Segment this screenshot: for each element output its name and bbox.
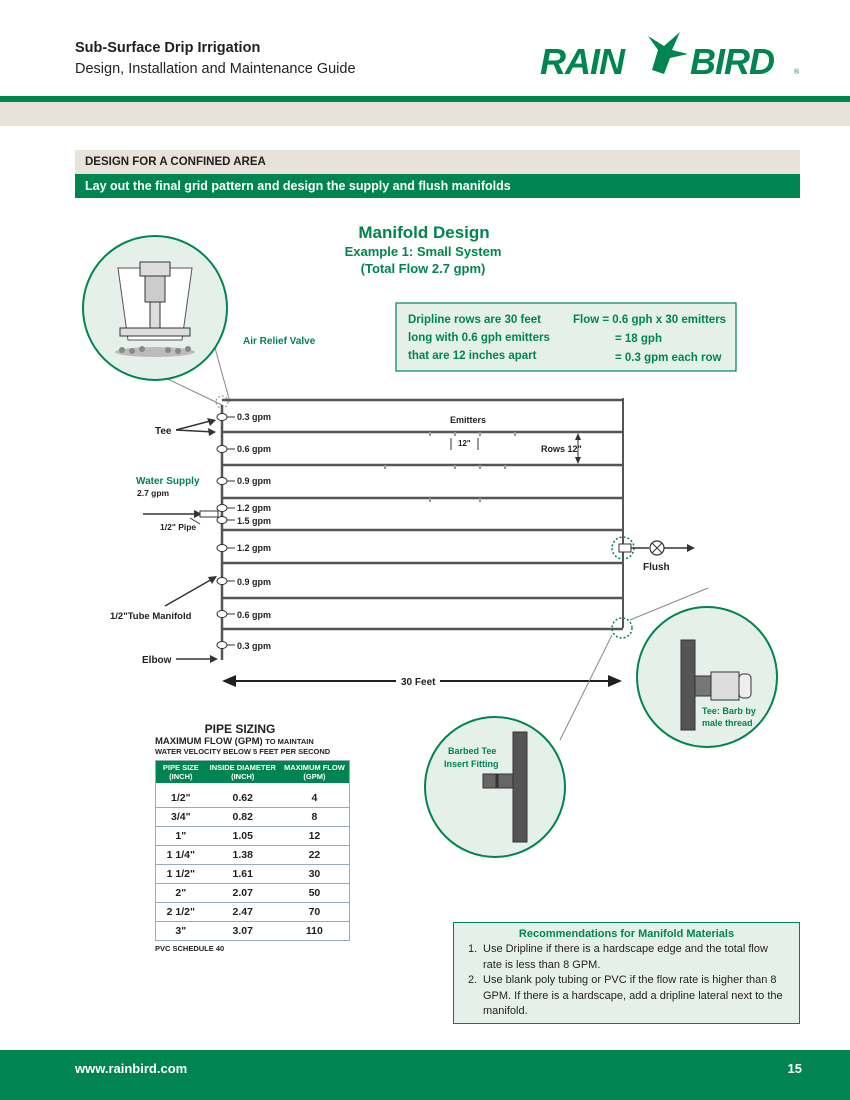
barbed-tee-label-2: Insert Fitting [444,759,499,769]
table-cell: 1 1/2" [156,865,206,884]
table-cell: 1.05 [206,827,280,846]
water-supply-label: Water Supply [136,476,200,487]
diagram-total-flow: (Total Flow 2.7 gpm) [360,261,486,276]
table-cell: 12 [280,827,350,846]
row-flow-1: 0.3 gpm [237,412,272,422]
list-item [468,973,788,1020]
tube-manifold-label: 1/2"Tube Manifold [110,611,192,622]
row-flow-5: 1.5 gpm [237,516,272,526]
list-item-number: 2. [468,974,478,986]
table-cell: 1.38 [206,846,280,865]
rain-bird-logo [540,30,802,80]
tee-barb-label-1: Tee: Barb by [702,706,756,716]
table-cell: 2 1/2" [156,903,206,922]
diagram-title: Manifold Design [358,223,490,242]
pipe-sizing-title: PIPE SIZING [204,722,276,736]
list-item-text: Use blank poly tubing or PVC if the flow rate is higher than 8 GPM. If there is a hardscape, add a dripline lateral next to the manifold. [483,974,783,1017]
recommendations-title: Recommendations for Manifold Materials [518,928,735,940]
info-right-2: = 18 gph [615,333,662,345]
svg-text:®: ® [794,69,800,76]
barbed-tee-label-1: Barbed Tee [448,746,497,756]
column-header: INSIDE DIAMETER (INCH) [206,761,280,784]
pipe-sizing-footnote: PVC SCHEDULE 40 [155,944,225,953]
row-flow-4: 1.2 gpm [237,503,272,513]
length-label: 30 Feet [401,677,436,688]
table-cell: 3.07 [206,922,280,941]
table-row [156,865,350,884]
table-cell: 110 [280,922,350,941]
section-subheading: Lay out the final grid pattern and design the supply and flush manifolds [75,174,800,198]
document-subtitle: Design, Installation and Maintenance Guide [75,61,356,77]
pipe-sizing-table [155,760,350,941]
table-cell: 2.07 [206,884,280,903]
footer-url-link[interactable]: www.rainbird.com [75,1061,188,1076]
list-item-number: 1. [468,943,478,955]
info-left-2: long with 0.6 gph emitters [408,332,550,344]
tee-barb-label-2: male thread [702,718,753,728]
table-cell: 1 1/4" [156,846,206,865]
flush-label: Flush [643,562,670,573]
rows-spacing-label: Rows 12" [541,444,582,454]
pipe-sizing-subtitle-main: MAXIMUM FLOW (GPM) [155,736,263,747]
list-item-text: Use Dripline if there is a hardscape edge and the total flow rate is less than 8 GPM. [483,943,768,971]
table-row [156,903,350,922]
table-row [156,783,350,808]
elbow-label: Elbow [142,655,172,666]
diagram-example: Example 1: Small System [344,244,502,259]
svg-text:RAIN: RAIN [540,41,624,82]
table-cell: 30 [280,865,350,884]
table-cell: 1/2" [156,783,206,808]
emitter-spacing-label: 12" [458,439,471,448]
table-cell: 2.47 [206,903,280,922]
table-row [156,846,350,865]
manifold-diagram [0,200,850,728]
table-cell: 22 [280,846,350,865]
row-flow-9: 0.3 gpm [237,641,272,651]
air-relief-label: Air Relief Valve [243,336,316,347]
supply-pipe [200,511,218,517]
table-cell: 0.62 [206,783,280,808]
row-flow-8: 0.6 gpm [237,610,272,620]
table-cell: 1" [156,827,206,846]
row-flow-3: 0.9 gpm [237,476,272,486]
table-cell: 3" [156,922,206,941]
water-supply-flow: 2.7 gpm [137,488,170,498]
info-right-3: = 0.3 gpm each row [615,352,722,364]
table-cell: 50 [280,884,350,903]
section-heading: DESIGN FOR A CONFINED AREA [75,150,800,174]
info-left-1: Dripline rows are 30 feet [408,314,541,326]
table-cell: 4 [280,783,350,808]
svg-text:BIRD: BIRD [690,41,774,82]
emitters-label: Emitters [450,415,487,425]
table-cell: 2" [156,884,206,903]
row-flow-2: 0.6 gpm [237,444,272,454]
pipe-sizing-subtitle-line2: WATER VELOCITY BELOW 5 FEET PER SECOND [155,747,331,756]
table-row [156,922,350,941]
table-cell: 0.82 [206,808,280,827]
barbed-tee-inset [420,712,570,862]
table-cell: 3/4" [156,808,206,827]
column-header: MAXIMUM FLOW (GPM) [280,761,350,784]
page-number: 15 [787,1061,802,1076]
table-row [156,827,350,846]
row-flow-7: 0.9 gpm [237,577,272,587]
table-row [156,808,350,827]
table-cell: 70 [280,903,350,922]
dripline-rows [222,400,623,629]
list-item [468,942,788,973]
table-row [156,884,350,903]
document-title: Sub-Surface Drip Irrigation [75,40,261,56]
info-right-1: Flow = 0.6 gph x 30 emitters [573,314,727,326]
pipe-sizing-subtitle-tail: TO MAINTAIN [265,737,314,746]
half-inch-pipe-label: 1/2" Pipe [160,522,197,532]
table-cell: 8 [280,808,350,827]
info-left-3: that are 12 inches apart [408,350,537,362]
column-header: PIPE SIZE (INCH) [156,761,206,784]
recommendations-list [468,942,788,1020]
table-cell: 1.61 [206,865,280,884]
pipe-sizing-subtitle [155,737,355,757]
tee-label: Tee [155,426,172,437]
row-flow-6: 1.2 gpm [237,543,272,553]
header-band [0,102,850,126]
